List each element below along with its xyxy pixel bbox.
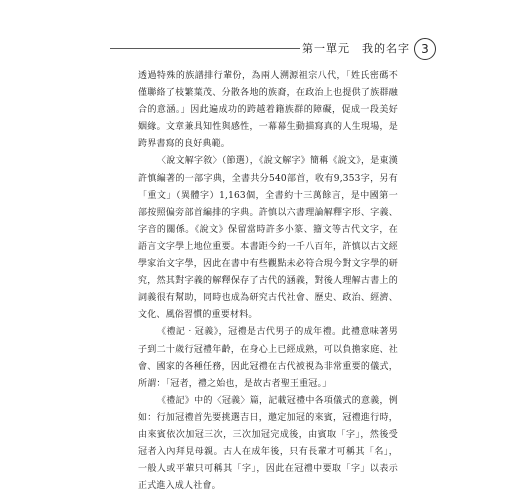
chapter-label: 第一單元 <box>302 42 350 55</box>
body-text <box>138 68 398 495</box>
running-header <box>110 38 440 60</box>
header-title <box>302 40 410 56</box>
paragraph: 《禮記》中的〈冠義〉篇，記載冠禮中各項儀式的意義，例如：行加冠禮首先要挑選吉日，邀定加冠的來賓，冠禮進行時，由來賓依次加冠三次，三次加冠完成後，由賓取「字」，然後受冠者入內拜見母親。古人在成年後，只有長輩才可稱其「名」，一般人或平輩只可稱其「字」，因此在冠禮中要取「字」以表示正式進入成人社會。 <box>138 395 398 492</box>
header-rule <box>110 48 300 49</box>
chapter-title: 我的名字 <box>362 42 410 55</box>
paragraph: 〈說文解字敘〉（節選），《說文解字》簡稱《說文》，是東漢許慎編著的一部字典，全書共分540部首，收有9,353字，另有「重文」（異體字）1,163個，全書約十三萬餘言，是中國第一部按照偏旁部首編排的字典。許慎以六書理論解釋字形、字義、字音的關係。《說文》保留當時許多小篆、籀文等古代文字，在語言文字學上地位重要。本書距今約一千八百年，許慎以古文經學家治文字學，因此在書中有些觀點未必符合現今對文字學的研究，然其對字義的解釋保存了古代的涵義，對後人理解古書上的詞義很有幫助，同時也成為研究古代社會、歷史、政治、經濟、文化、風俗習慣的重要材料。 <box>138 156 398 321</box>
paragraph: 《禮記‧冠義》，冠禮是古代男子的成年禮。此禮意味著男子到二十歲行冠禮年齡，在身心上已經成熟，可以負擔家庭、社會、國家的各種任務，因此冠禮在古代被視為非常重要的儀式，所謂：「冠者，禮之始也，是故古者聖王重冠。」 <box>138 327 398 389</box>
page-number: 3 <box>414 38 436 60</box>
paragraph: 透過特殊的族譜排行輩份，為兩人溯源祖宗八代，「姓氏密碼不僅聯絡了枝繁葉茂、分散各地的族裔，在政治上也提供了族群融合的意涵。」因此遍成功的跨越着籍族群的障礙，促成一段美好姻緣。文章兼具知性與感性，一幕幕生動描寫真的人生現場，是跨界書寫的良好典範。 <box>138 71 398 150</box>
